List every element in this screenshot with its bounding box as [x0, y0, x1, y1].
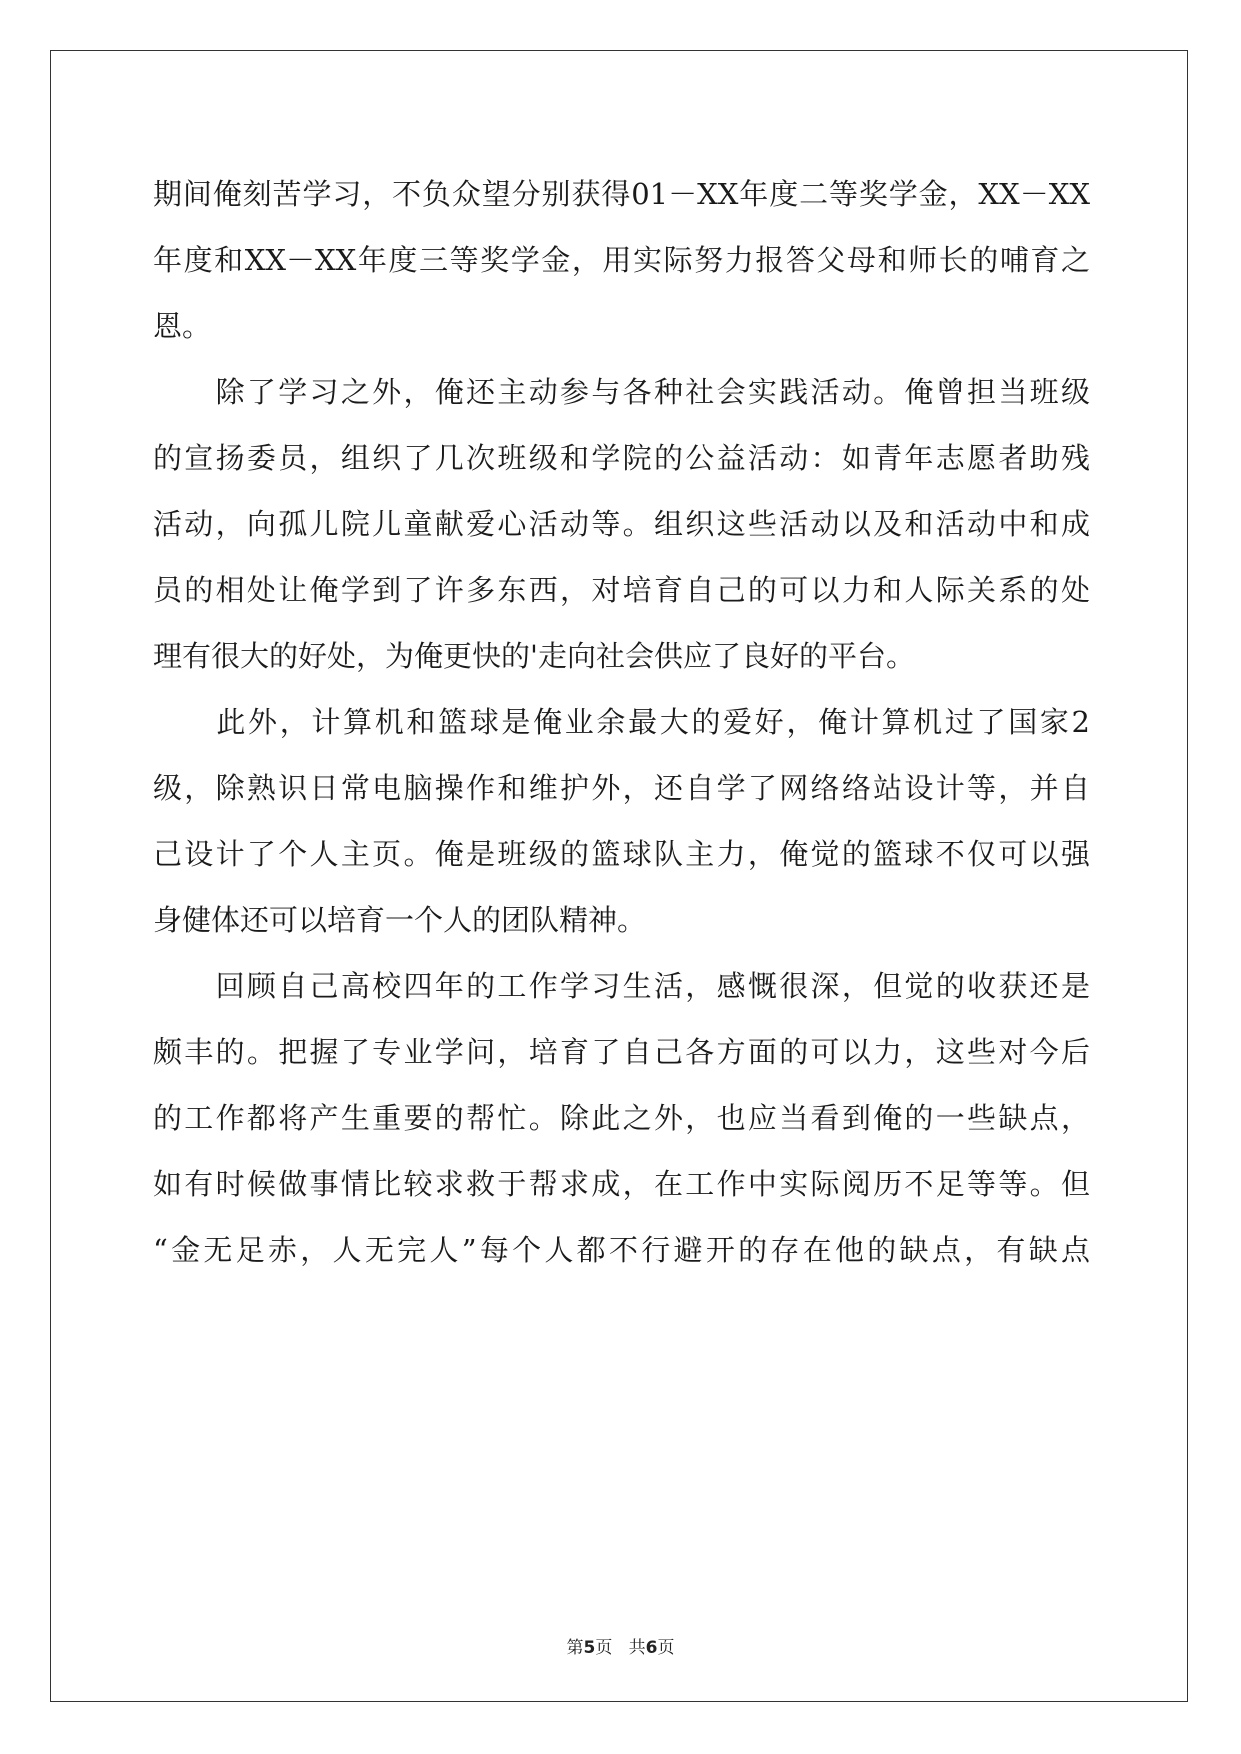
footer-prefix: 第 — [566, 1638, 584, 1658]
text-line: 此外，计算机和篮球是俺业余最大的爱好，俺计算机过了国家2 — [153, 705, 1090, 739]
document-body — [153, 161, 1090, 1283]
footer-total-suffix: 页 — [657, 1638, 675, 1658]
text-line: 回顾自己高校四年的工作学习生活，感慨很深，但觉的收获还是 — [153, 969, 1090, 1003]
text-line: 的工作都将产生重要的帮忙。除此之外，也应当看到俺的一些缺点， — [153, 1101, 1090, 1135]
text-line: 年度和XX－XX年度三等奖学金，用实际努力报答父母和师长的哺育之 — [153, 243, 1090, 277]
text-line: 理有很大的好处，为俺更快的'走向社会供应了良好的平台。 — [153, 639, 915, 673]
text-line: 级，除熟识日常电脑操作和维护外，还自学了网络络站设计等，并自 — [153, 771, 1090, 805]
current-page-number: 5 — [583, 1638, 596, 1658]
footer-page-word: 页 — [595, 1638, 613, 1658]
text-line: 颇丰的。把握了专业学问，培育了自己各方面的可以力，这些对今后 — [153, 1035, 1090, 1069]
text-line: 如有时候做事情比较求救于帮求成，在工作中实际阅历不足等等。但 — [153, 1167, 1090, 1201]
text-line: 员的相处让俺学到了许多东西，对培育自己的可以力和人际关系的处 — [153, 573, 1090, 607]
text-line: 除了学习之外，俺还主动参与各种社会实践活动。俺曾担当班级 — [153, 375, 1090, 409]
text-line: 活动，向孤儿院儿童献爱心活动等。组织这些活动以及和活动中和成 — [153, 507, 1090, 541]
page-footer — [0, 1633, 1241, 1658]
total-pages-number: 6 — [645, 1638, 658, 1658]
text-line: 恩。 — [153, 309, 212, 343]
text-line: “金无足赤，人无完人”每个人都不行避开的存在他的缺点，有缺点 — [153, 1233, 1090, 1267]
text-line: 的宣扬委员，组织了几次班级和学院的公益活动：如青年志愿者助残 — [153, 441, 1090, 475]
text-line: 己设计了个人主页。俺是班级的篮球队主力，俺觉的篮球不仅可以强 — [153, 837, 1090, 871]
text-line: 身健体还可以培育一个人的团队精神。 — [153, 903, 647, 937]
text-line: 期间俺刻苦学习，不负众望分别获得01－XX年度二等奖学金，XX－XX — [153, 177, 1090, 211]
footer-total-prefix: 共 — [628, 1638, 646, 1658]
